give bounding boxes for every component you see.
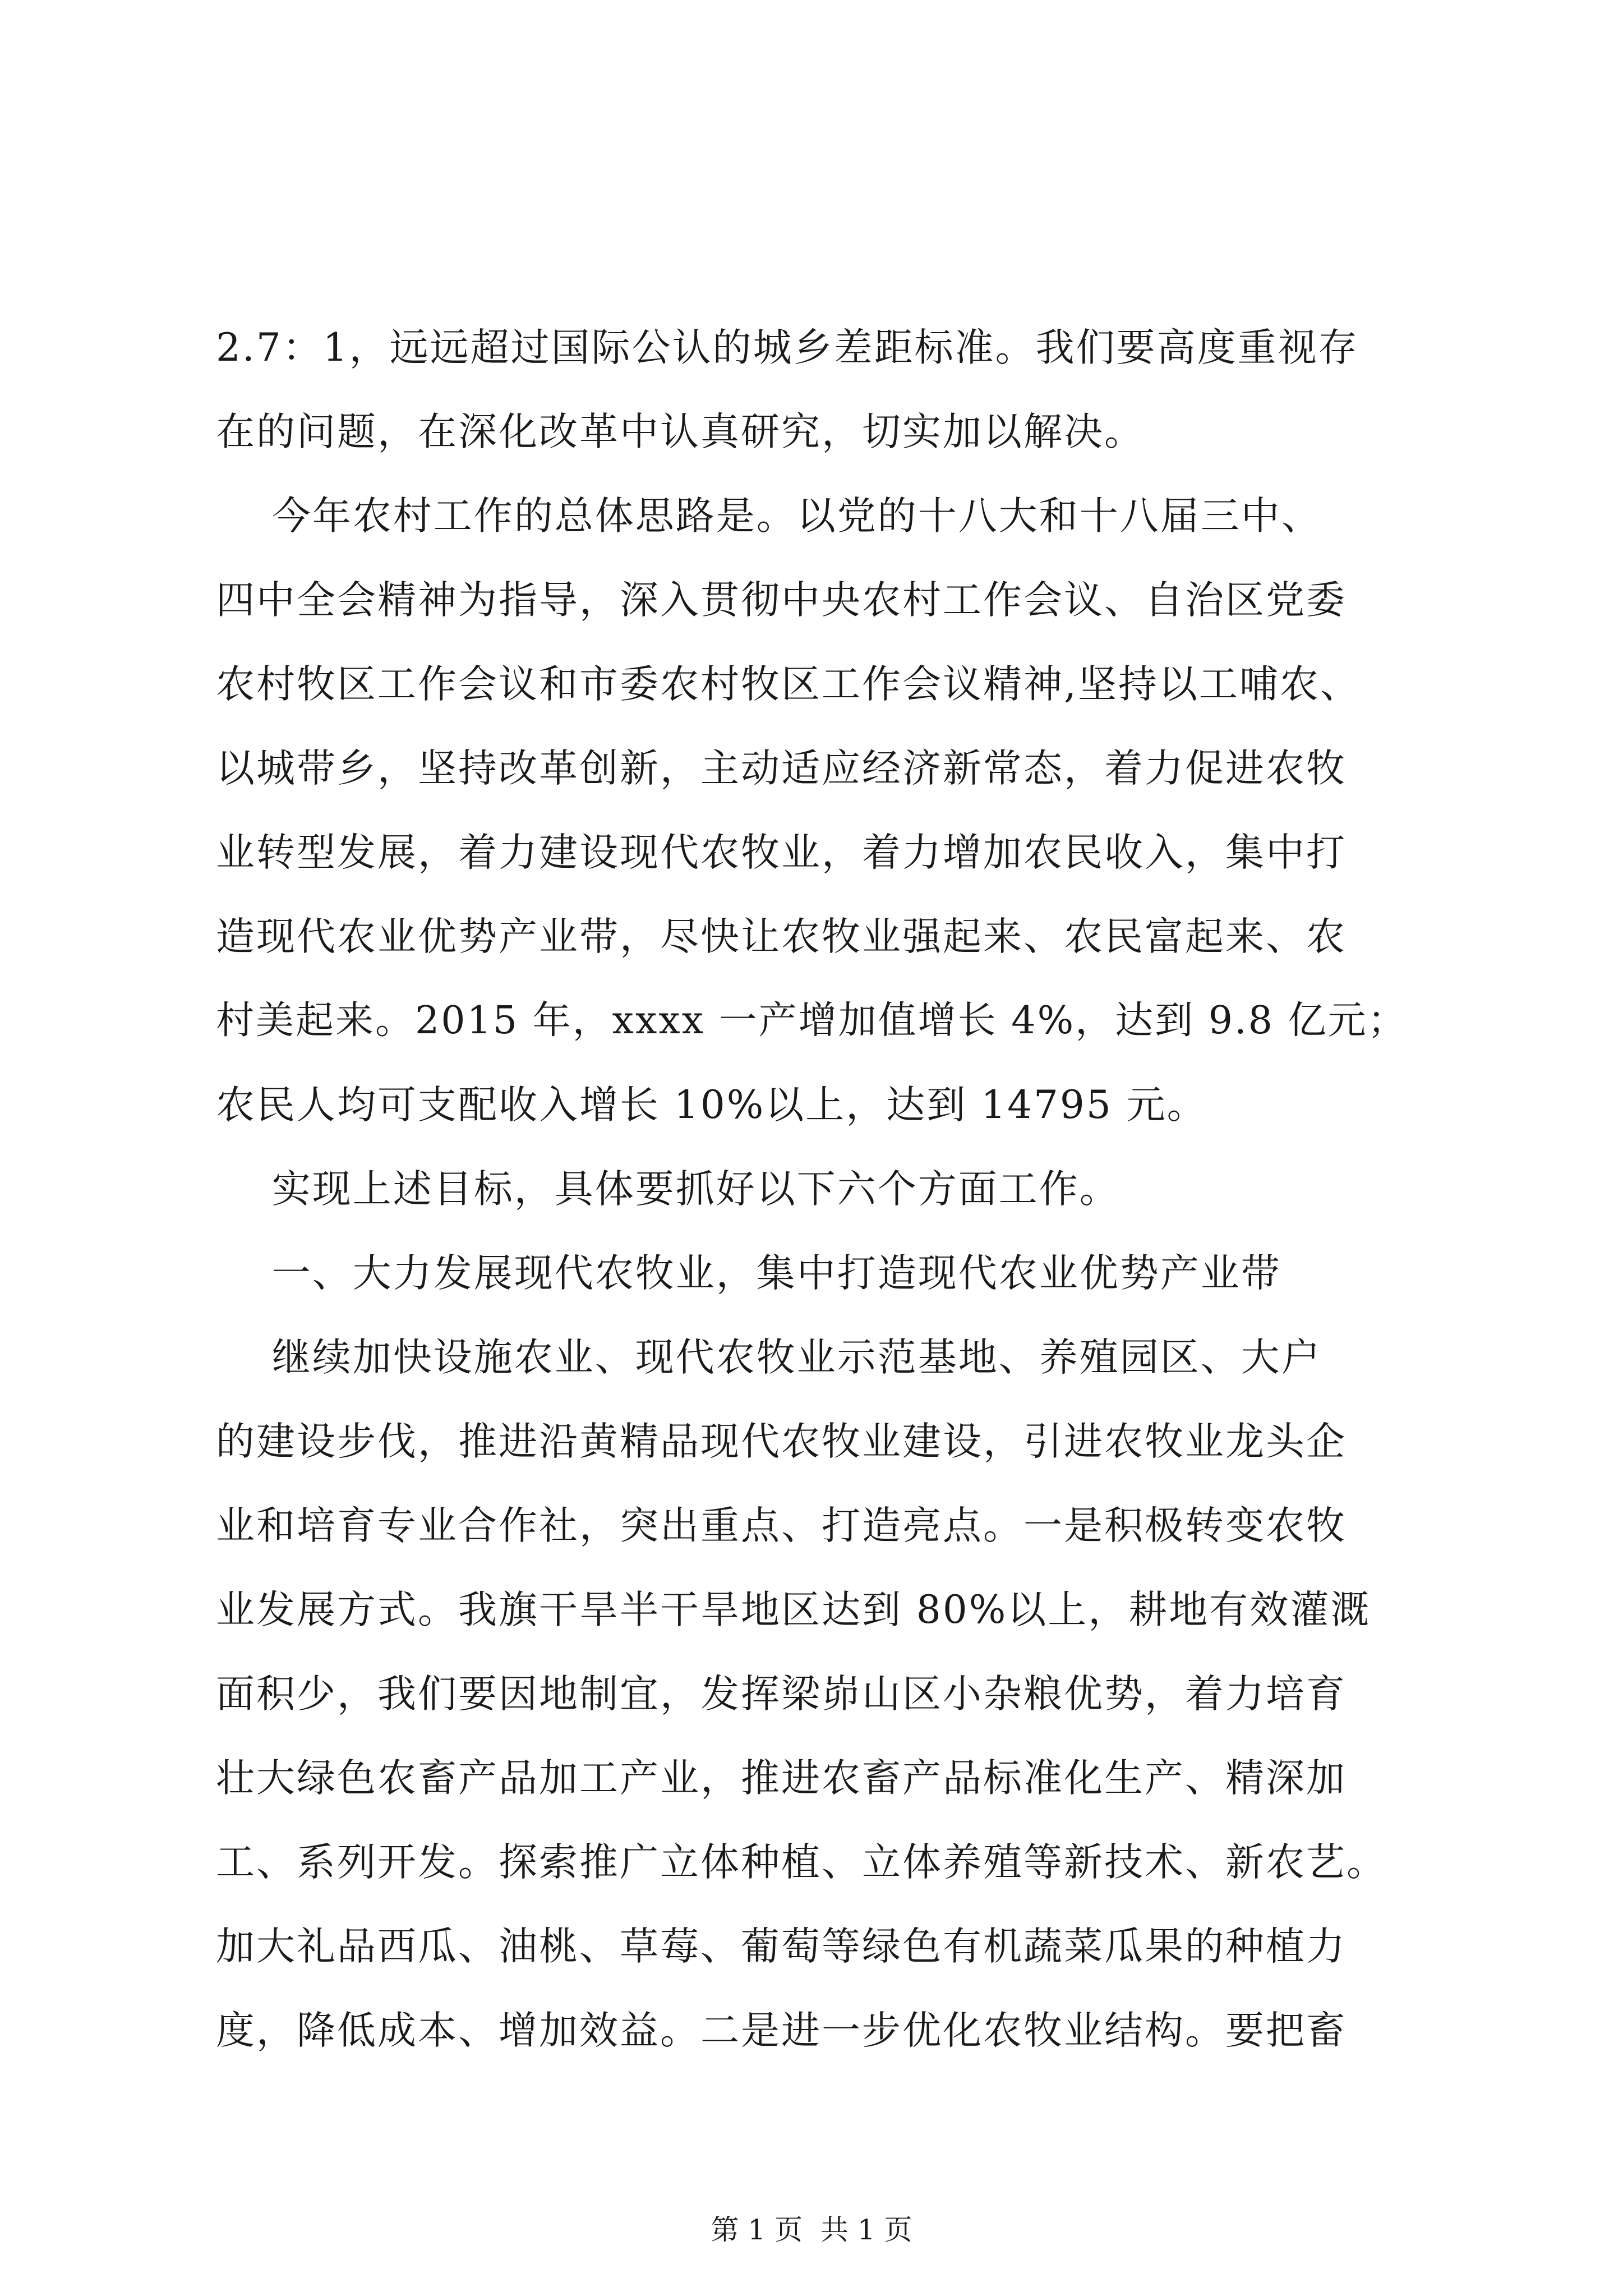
text-line: 业和培育专业合作社，突出重点、打造亮点。一是积极转变农牧 bbox=[216, 1503, 1347, 1548]
text-line: 业发展方式。我旗干旱半干旱地区达到 80%以上，耕地有效灌溉 bbox=[216, 1588, 1371, 1632]
text-line: 继续加快设施农业、现代农牧业示范基地、养殖园区、大户 bbox=[216, 1335, 1322, 1380]
text-line: 的建设步伐，推进沿黄精品现代农牧业建设，引进农牧业龙头企 bbox=[216, 1419, 1347, 1464]
text-line: 面积少，我们要因地制宜，发挥梁峁山区小杂粮优势，着力培育 bbox=[216, 1672, 1347, 1717]
text-line: 今年农村工作的总体思路是。以党的十八大和十八届三中、 bbox=[216, 494, 1322, 539]
text-line: 农村牧区工作会议和市委农村牧区工作会议精神,坚持以工哺农、 bbox=[216, 662, 1361, 707]
text-line: 工、系列开发。探索推广立体种植、立体养殖等新技术、新农艺。 bbox=[216, 1840, 1387, 1885]
document-body bbox=[216, 306, 1416, 2073]
text-line: 村美起来。2015 年，xxxx 一产增加值增长 4%，达到 9.8 亿元； bbox=[216, 999, 1408, 1043]
text-line: 加大礼品西瓜、油桃、草莓、葡萄等绿色有机蔬菜瓜果的种植力 bbox=[216, 1924, 1347, 1969]
text-line: 以城带乡，坚持改革创新，主动适应经济新常态，着力促进农牧 bbox=[216, 746, 1347, 791]
text-line: 壮大绿色农畜产品加工产业，推进农畜产品标准化生产、精深加 bbox=[216, 1756, 1347, 1801]
text-line: 度，降低成本、增加效益。二是进一步优化农牧业结构。要把畜 bbox=[216, 2008, 1347, 2053]
page-number-label: 第 1 页 共 1 页 bbox=[711, 2214, 912, 2246]
section-heading: 一、大力发展现代农牧业，集中打造现代农业优势产业带 bbox=[216, 1251, 1281, 1296]
text-line: 农民人均可支配收入增长 10%以上，达到 14795 元。 bbox=[216, 1083, 1207, 1128]
text-line: 业转型发展，着力建设现代农牧业，着力增加农民收入，集中打 bbox=[216, 830, 1347, 875]
text-line: 在的问题，在深化改革中认真研究，切实加以解决。 bbox=[216, 409, 1145, 454]
page-footer bbox=[0, 2210, 1623, 2249]
text-line: 四中全会精神为指导，深入贯彻中央农村工作会议、自治区党委 bbox=[216, 578, 1347, 623]
text-line: 造现代农业优势产业带，尽快让农牧业强起来、农民富起来、农 bbox=[216, 914, 1347, 959]
text-line: 2.7：1，远远超过国际公认的城乡差距标准。我们要高度重视存 bbox=[216, 325, 1359, 370]
text-line: 实现上述目标，具体要抓好以下六个方面工作。 bbox=[216, 1167, 1120, 1212]
